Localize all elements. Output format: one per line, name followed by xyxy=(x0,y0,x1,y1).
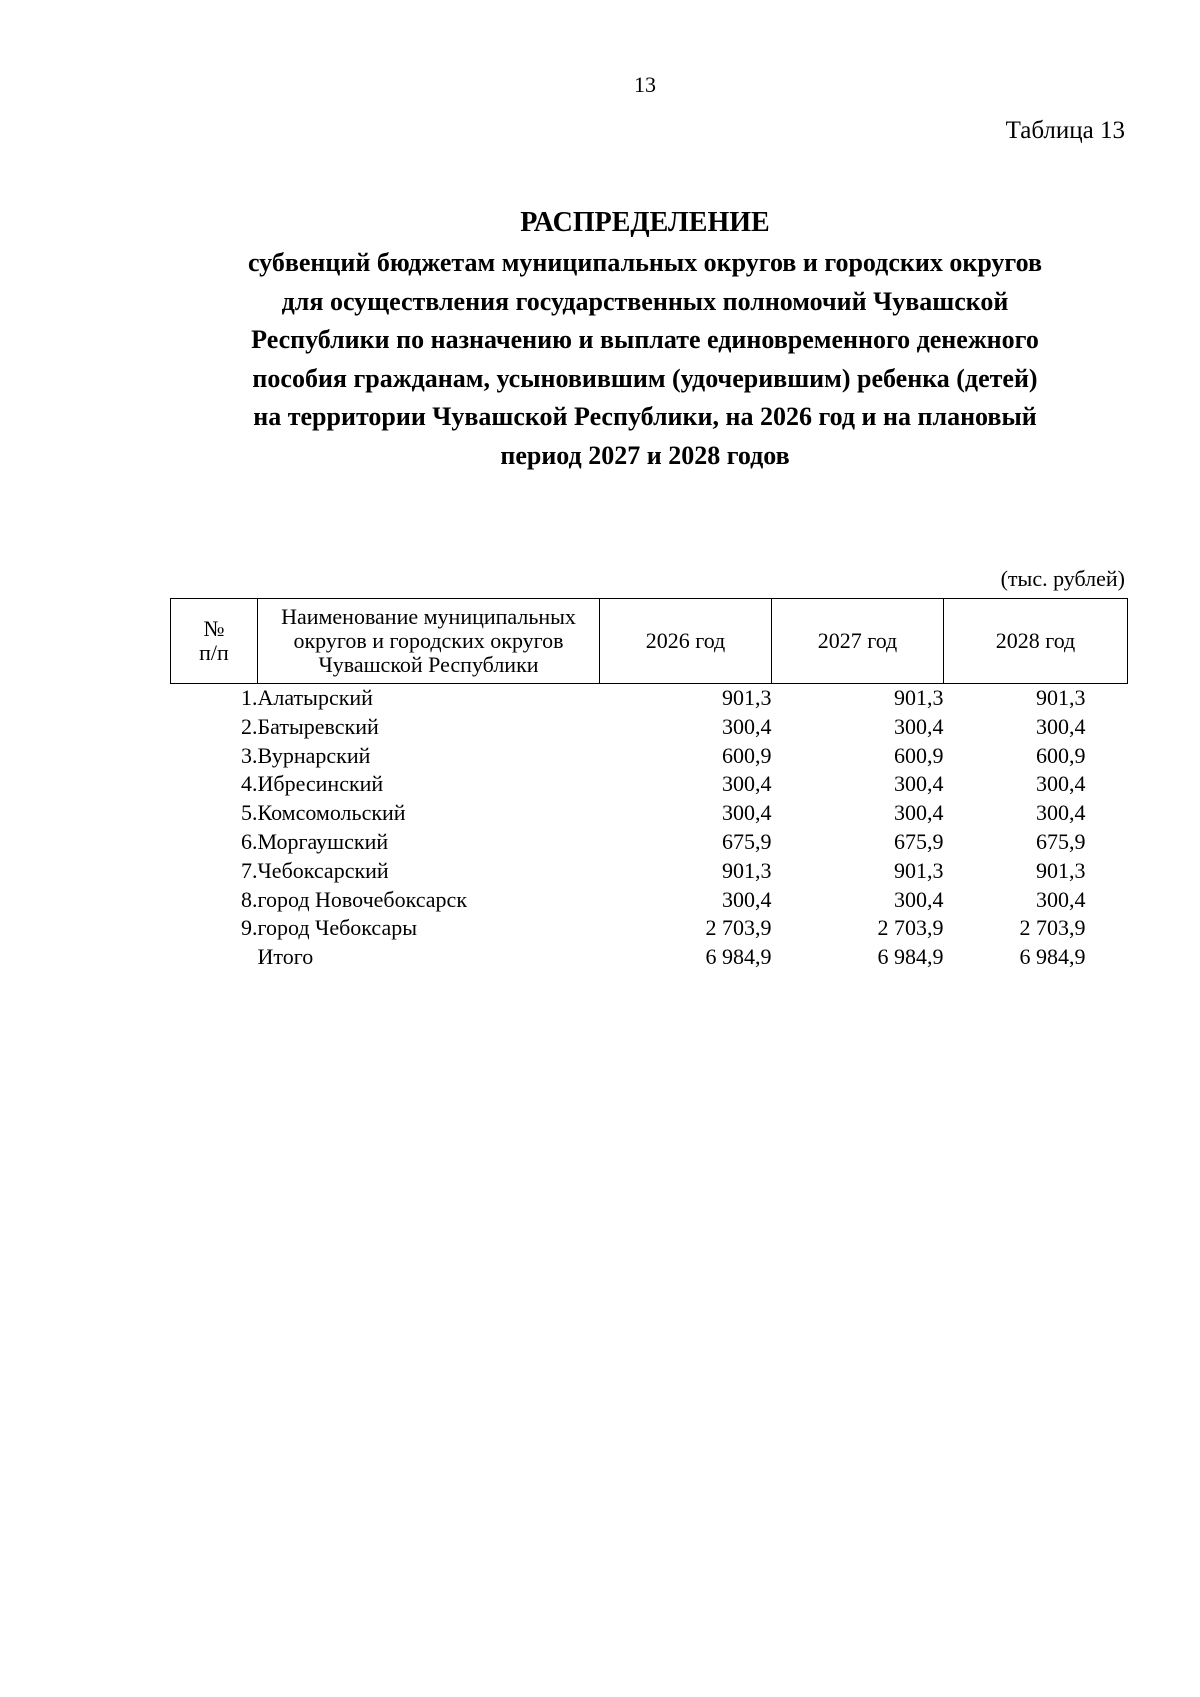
row-number: 6. xyxy=(241,828,258,854)
row-name: Чебоксарский xyxy=(257,857,389,883)
budget-table xyxy=(170,598,1128,972)
title-line: на территории Чувашской Республики, на 2026 год и на плановый xyxy=(253,402,1037,431)
header-name-line: Чувашской Республики xyxy=(318,652,539,677)
row-value-2026: 901,3 xyxy=(722,857,772,883)
row-name: Моргаушский xyxy=(257,828,389,854)
row-name: Вурнарский xyxy=(257,742,371,768)
row-value-2028: 2 703,9 xyxy=(1019,915,1086,941)
table-row xyxy=(171,857,1128,886)
header-name-line: округов и городских округов xyxy=(293,628,564,653)
row-value-2027: 901,3 xyxy=(894,857,944,883)
header-number-line: п/п xyxy=(199,640,229,665)
table-row xyxy=(171,770,1128,799)
header-number-line: № xyxy=(203,616,225,641)
row-value-2026: 300,4 xyxy=(722,713,772,739)
table-total-row xyxy=(171,943,1128,972)
table-row xyxy=(171,742,1128,771)
row-value-2028: 300,4 xyxy=(1036,713,1086,739)
row-name: Комсомольский xyxy=(257,800,406,826)
row-value-2027: 901,3 xyxy=(894,685,944,710)
row-value-2028: 675,9 xyxy=(1036,828,1086,854)
row-number: 7. xyxy=(241,857,258,883)
title-main: РАСПРЕДЕЛЕНИЕ xyxy=(520,207,770,238)
row-value-2026: 6 984,9 xyxy=(705,944,772,970)
row-name: Алатырский xyxy=(257,685,373,710)
table-body xyxy=(171,684,1128,972)
table-row xyxy=(171,799,1128,828)
row-value-2026: 600,9 xyxy=(722,742,772,768)
row-name: Ибресинский xyxy=(257,771,384,797)
title-line: для осуществления государственных полномочий Чувашской xyxy=(281,286,1009,316)
title-line: субвенций бюджетам муниципальных округов и городских округов xyxy=(247,248,1042,277)
row-value-2027: 300,4 xyxy=(894,713,944,739)
row-number: 1. xyxy=(241,685,258,710)
row-value-2027: 600,9 xyxy=(894,742,944,768)
row-name: город Новочебоксарск xyxy=(257,886,468,912)
header-2028: 2028 год xyxy=(944,599,1128,684)
row-value-2028: 901,3 xyxy=(1036,685,1086,710)
header-name xyxy=(258,599,600,684)
row-value-2027: 300,4 xyxy=(894,771,944,797)
table-row xyxy=(171,713,1128,742)
row-value-2027: 300,4 xyxy=(894,800,944,826)
row-value-2028: 901,3 xyxy=(1036,857,1086,883)
row-value-2027: 2 703,9 xyxy=(877,915,944,941)
row-name: Батыревский xyxy=(257,713,379,739)
row-value-2026: 2 703,9 xyxy=(705,915,772,941)
row-value-2027: 675,9 xyxy=(894,828,944,854)
header-2026: 2026 год xyxy=(600,599,772,684)
table-row xyxy=(171,828,1128,857)
row-number: 9. xyxy=(241,915,258,941)
page-number: 13 xyxy=(634,72,656,97)
row-value-2026: 300,4 xyxy=(722,800,772,826)
row-value-2028: 300,4 xyxy=(1036,886,1086,912)
row-number: 4. xyxy=(241,771,258,797)
document-title xyxy=(180,206,1110,475)
header-name-line: Наименование муниципальных xyxy=(281,604,576,629)
row-name: город Чебоксары xyxy=(257,915,418,941)
row-value-2028: 300,4 xyxy=(1036,800,1086,826)
units-label: (тыс. рублей) xyxy=(1000,566,1125,591)
table-label: Таблица 13 xyxy=(1005,117,1125,144)
row-value-2027: 6 984,9 xyxy=(877,944,944,970)
title-line: Республики по назначению и выплате единовременного денежного xyxy=(251,325,1039,354)
row-name: Итого xyxy=(257,944,314,970)
table-row xyxy=(171,684,1128,713)
header-2027: 2027 год xyxy=(772,599,944,684)
row-number: 5. xyxy=(241,800,258,826)
row-value-2026: 901,3 xyxy=(722,685,772,710)
table-row xyxy=(171,914,1128,943)
row-value-2026: 300,4 xyxy=(722,771,772,797)
title-line: пособия гражданам, усыновившим (удочерившим) ребенка (детей) xyxy=(252,363,1038,393)
row-value-2027: 300,4 xyxy=(894,886,944,912)
table-row xyxy=(171,886,1128,915)
row-number: 2. xyxy=(241,713,258,739)
row-number: 8. xyxy=(241,886,258,912)
header-number xyxy=(171,599,258,684)
row-value-2026: 300,4 xyxy=(722,886,772,912)
row-value-2028: 6 984,9 xyxy=(1019,944,1086,970)
row-value-2026: 675,9 xyxy=(722,828,772,854)
title-line: период 2027 и 2028 годов xyxy=(500,440,790,470)
row-number xyxy=(171,943,258,972)
row-value-2028: 600,9 xyxy=(1036,742,1086,768)
table-header-row xyxy=(171,599,1128,684)
row-number: 3. xyxy=(241,742,258,768)
row-value-2028: 300,4 xyxy=(1036,771,1086,797)
